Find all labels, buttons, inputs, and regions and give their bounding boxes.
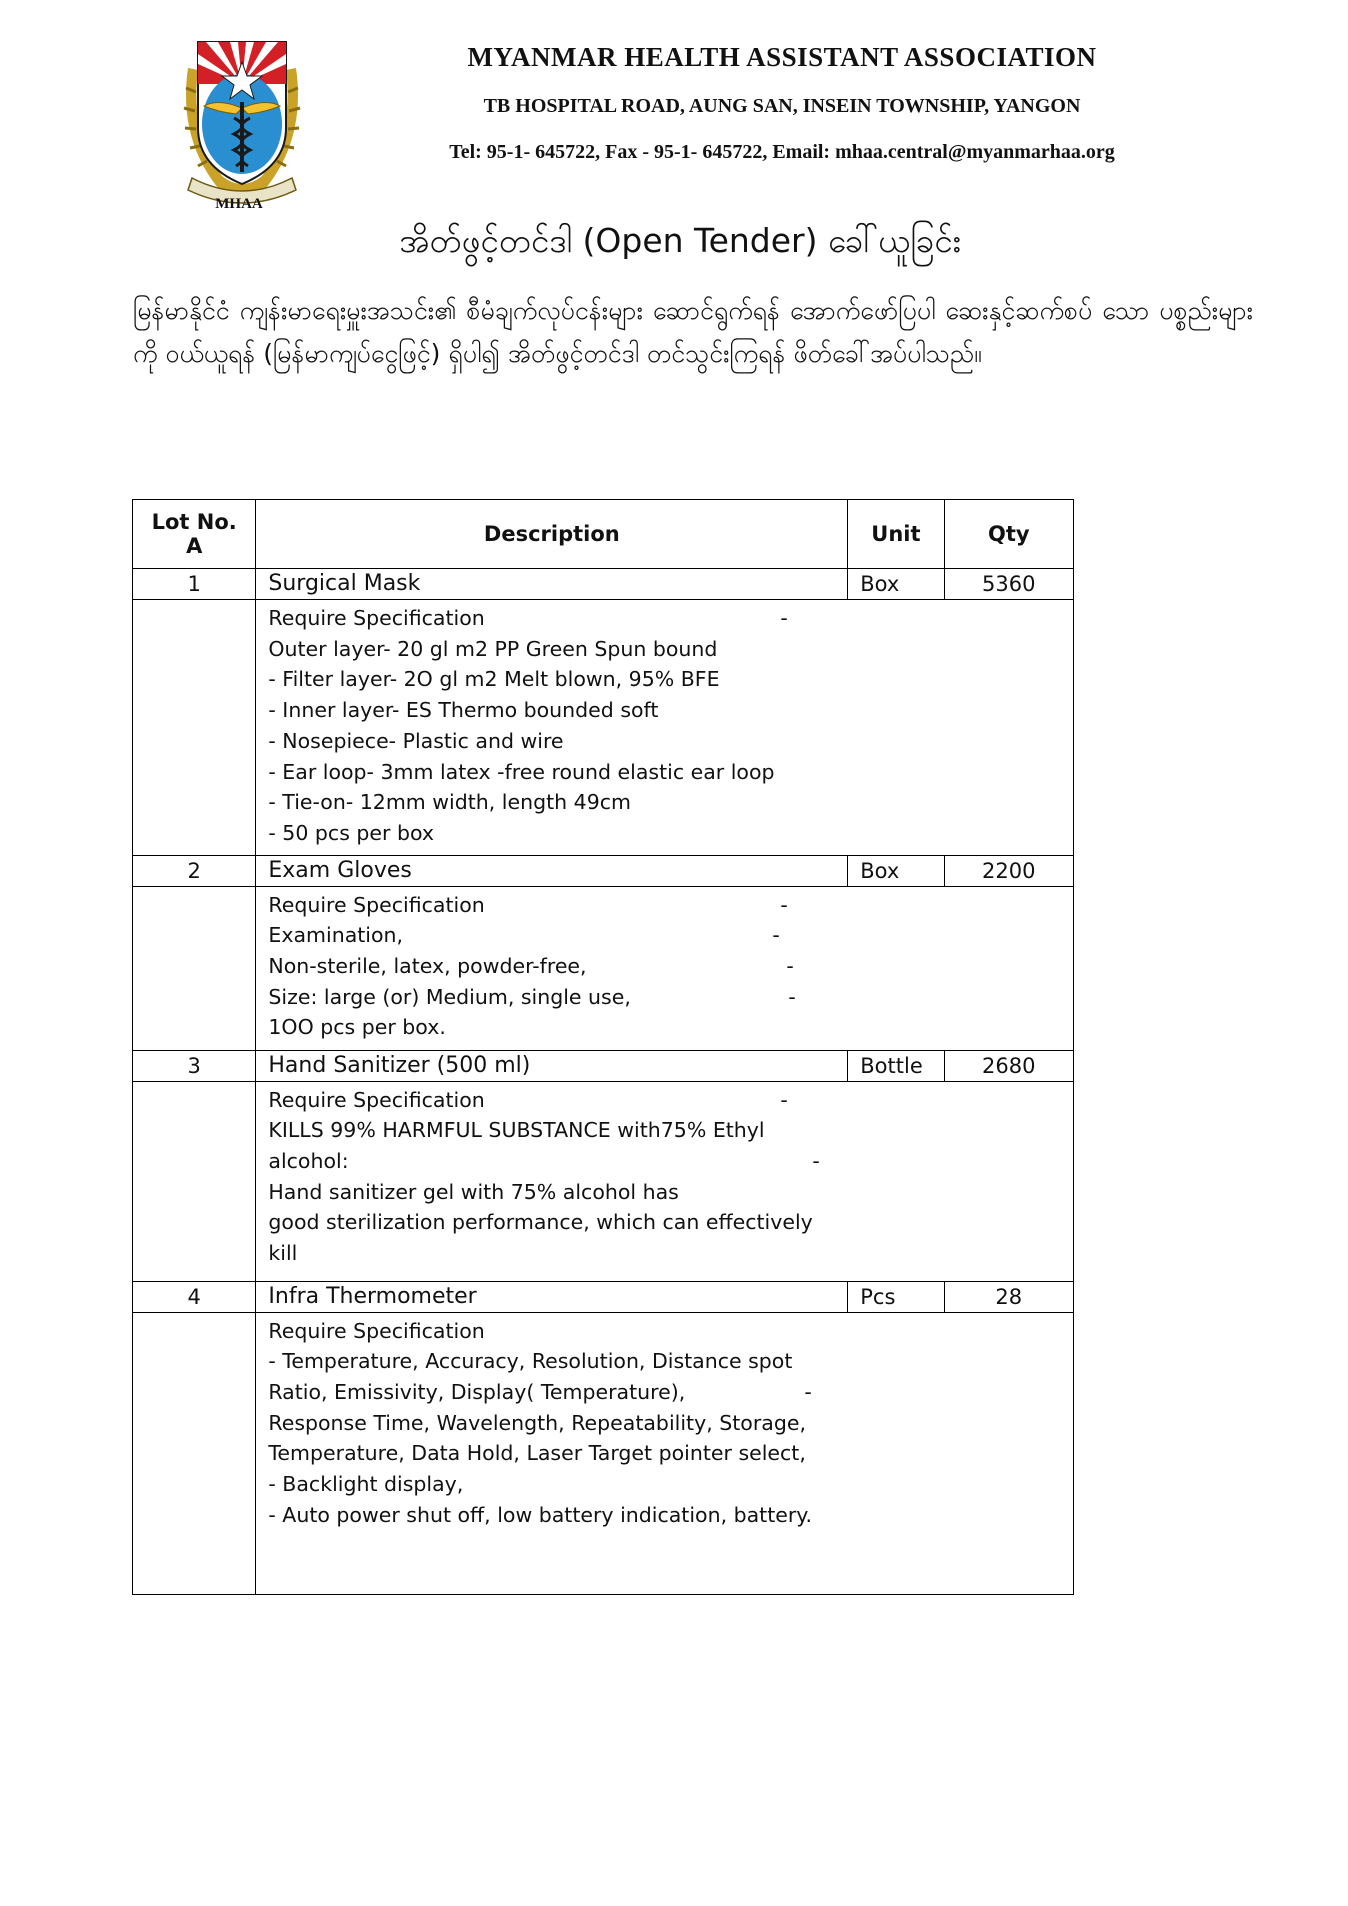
- spec-line-text: Require Specification: [268, 1087, 485, 1112]
- item-specification: [256, 886, 944, 1050]
- item-lot-number: 1: [133, 569, 256, 600]
- item-unit: Box: [848, 855, 944, 886]
- spec-line-text: - Tie-on- 12mm width, length 49cm: [268, 790, 631, 815]
- document-title: အိတ်ဖွင့်တင်ဒါ (Open Tender) ခေါ်ယူခြင်း: [399, 221, 961, 260]
- item-name: Surgical Mask: [256, 569, 848, 600]
- spec-line-text: kill: [268, 1241, 298, 1266]
- organization-address: TB HOSPITAL ROAD, AUNG SAN, INSEIN TOWNSHIP, YANGON: [483, 95, 1081, 117]
- spec-line-text: - Backlight display,: [268, 1472, 464, 1497]
- table-row: [133, 569, 1074, 600]
- item-unit: Box: [848, 569, 944, 600]
- item-name: Hand Sanitizer (500 ml): [256, 1050, 848, 1081]
- spec-line: [268, 1500, 932, 1531]
- spec-row: [133, 1081, 1074, 1281]
- spec-line: [268, 1012, 932, 1043]
- item-qty: 5360: [944, 569, 1073, 600]
- spec-dash-mark: -: [772, 923, 780, 948]
- item-specification: [256, 600, 944, 856]
- item-specification: [256, 1081, 944, 1281]
- item-unit: Bottle: [848, 1050, 944, 1081]
- spec-qty-cell: [944, 1081, 1073, 1281]
- spec-dash-mark: -: [780, 1087, 788, 1112]
- item-lot-number: 2: [133, 855, 256, 886]
- spec-row: [133, 600, 1074, 856]
- spec-line-text: Non-sterile, latex, powder-free,: [268, 954, 587, 979]
- spec-dash-mark: -: [780, 892, 788, 917]
- spec-line: [268, 1146, 932, 1177]
- spec-qty-cell: [944, 600, 1073, 856]
- table-row: [133, 1281, 1074, 1312]
- logo-caption: MHAA: [215, 196, 263, 212]
- spec-line: [268, 1316, 932, 1347]
- description-header: Description: [256, 500, 848, 569]
- spec-line-text: - Nosepiece- Plastic and wire: [268, 728, 564, 753]
- spec-line: [268, 695, 932, 726]
- spec-line-text: Size: large (or) Medium, single use,: [268, 984, 631, 1009]
- spec-line-text: alcohol:: [268, 1149, 349, 1174]
- lot-header-line2: A: [186, 534, 203, 558]
- spec-line-text: - Inner layer- ES Thermo bounded soft: [268, 698, 659, 723]
- spec-line: [268, 757, 932, 788]
- spec-line: [268, 1238, 932, 1269]
- spec-line-text: Require Specification: [268, 1318, 485, 1343]
- spec-line: [268, 1346, 932, 1377]
- spec-line: [268, 890, 932, 921]
- spec-qty-cell: [944, 886, 1073, 1050]
- item-name: Exam Gloves: [256, 855, 848, 886]
- spec-qty-cell: [944, 1312, 1073, 1594]
- spec-line: [268, 920, 932, 951]
- spec-dash-mark: -: [780, 606, 788, 630]
- spec-line-text: good sterilization performance, which can effectively: [268, 1210, 813, 1235]
- spec-dash-mark: -: [804, 1380, 812, 1405]
- spec-line-text: Response Time, Wavelength, Repeatability, Storage,: [268, 1410, 806, 1435]
- table-row: [133, 855, 1074, 886]
- qty-header: Qty: [944, 500, 1073, 569]
- spec-line-text: - Ear loop- 3mm latex -free round elastic ear loop: [268, 759, 775, 784]
- spec-line: [268, 1207, 932, 1238]
- item-lot-number: 4: [133, 1281, 256, 1312]
- spec-lot-cell: [133, 1081, 256, 1281]
- spec-line: [268, 1469, 932, 1500]
- spec-line: [268, 603, 932, 634]
- item-unit: Pcs: [848, 1281, 944, 1312]
- spec-line: [268, 1408, 932, 1439]
- item-specification: [256, 1312, 944, 1594]
- spec-row: [133, 1312, 1074, 1594]
- lot-header-line1: Lot No.: [151, 510, 237, 534]
- item-qty: 2680: [944, 1050, 1073, 1081]
- unit-header: Unit: [848, 500, 944, 569]
- spec-line-text: Require Specification: [268, 606, 485, 630]
- spec-line-text: 1OO pcs per box.: [268, 1015, 446, 1040]
- spec-line-text: Temperature, Data Hold, Laser Target pointer select,: [268, 1441, 806, 1466]
- item-qty: 28: [944, 1281, 1073, 1312]
- spec-line: [268, 664, 932, 695]
- spec-line: [268, 634, 932, 665]
- spec-line-text: Require Specification: [268, 892, 485, 917]
- lot-number-header: [133, 500, 256, 569]
- spec-line-text: Hand sanitizer gel with 75% alcohol has: [268, 1179, 679, 1204]
- spec-line: [268, 951, 932, 982]
- spec-line: [268, 982, 932, 1013]
- item-lot-number: 3: [133, 1050, 256, 1081]
- table-row: [133, 1050, 1074, 1081]
- spec-line-text: Ratio, Emissivity, Display( Temperature),: [268, 1380, 686, 1405]
- spec-dash-mark: -: [788, 984, 796, 1009]
- mhaa-emblem-icon: [178, 28, 306, 214]
- item-name: Infra Thermometer: [256, 1281, 848, 1312]
- spec-dash-mark: -: [786, 954, 794, 979]
- spec-line-text: - 50 pcs per box: [268, 820, 435, 845]
- spec-dash-mark: -: [812, 1149, 820, 1174]
- organization-name: MYANMAR HEALTH ASSISTANT ASSOCIATION: [467, 42, 1097, 72]
- spec-line: [268, 1115, 932, 1146]
- spec-line-text: Outer layer- 20 gl m2 PP Green Spun bound: [268, 636, 718, 661]
- spec-line: [268, 787, 932, 818]
- spec-line-text: - Filter layer- 2O gl m2 Melt blown, 95% BFE: [268, 667, 720, 692]
- spec-lot-cell: [133, 886, 256, 1050]
- item-qty: 2200: [944, 855, 1073, 886]
- spec-line-text: KILLS 99% HARMFUL SUBSTANCE with75% Ethyl: [268, 1118, 765, 1143]
- spec-line-text: Examination,: [268, 923, 404, 948]
- spec-line-text: - Auto power shut off, low battery indication, battery.: [268, 1502, 813, 1527]
- spec-line: [268, 726, 932, 757]
- table-header-row: [133, 500, 1074, 569]
- spec-line: [268, 1177, 932, 1208]
- intro-paragraph: မြန်မာနိုင်ငံ ကျန်းမာရေးမှူးအသင်း၏ စီမံချက်လုပ်ငန်းများ ဆောင်ရွက်ရန် အောက်ဖော်ပြပါ ဆေးနှင့်ဆက်စပ် သော ပစ္စည်းများကို ဝယ်ယူရန် (မြန်မာကျပ်ငွေဖြင့်) ရှိပါ၍ အိတ်ဖွင့်တင်ဒါ တင်သွင်းကြရန် ဖိတ်ခေါ်အပ်ပါသည်။: [133, 296, 1253, 368]
- spec-lot-cell: [133, 600, 256, 856]
- spec-line-text: - Temperature, Accuracy, Resolution, Distance spot: [268, 1349, 793, 1374]
- spec-row: [133, 886, 1074, 1050]
- spec-line: [268, 1085, 932, 1116]
- spec-line: [268, 818, 932, 849]
- organization-contact: Tel: 95-1- 645722, Fax - 95-1- 645722, Email: mhaa.central@myanmarhaa.org: [449, 141, 1115, 163]
- spec-lot-cell: [133, 1312, 256, 1594]
- tender-items-table: [132, 499, 1074, 1595]
- spec-line: [268, 1438, 932, 1469]
- spec-line: [268, 1377, 932, 1408]
